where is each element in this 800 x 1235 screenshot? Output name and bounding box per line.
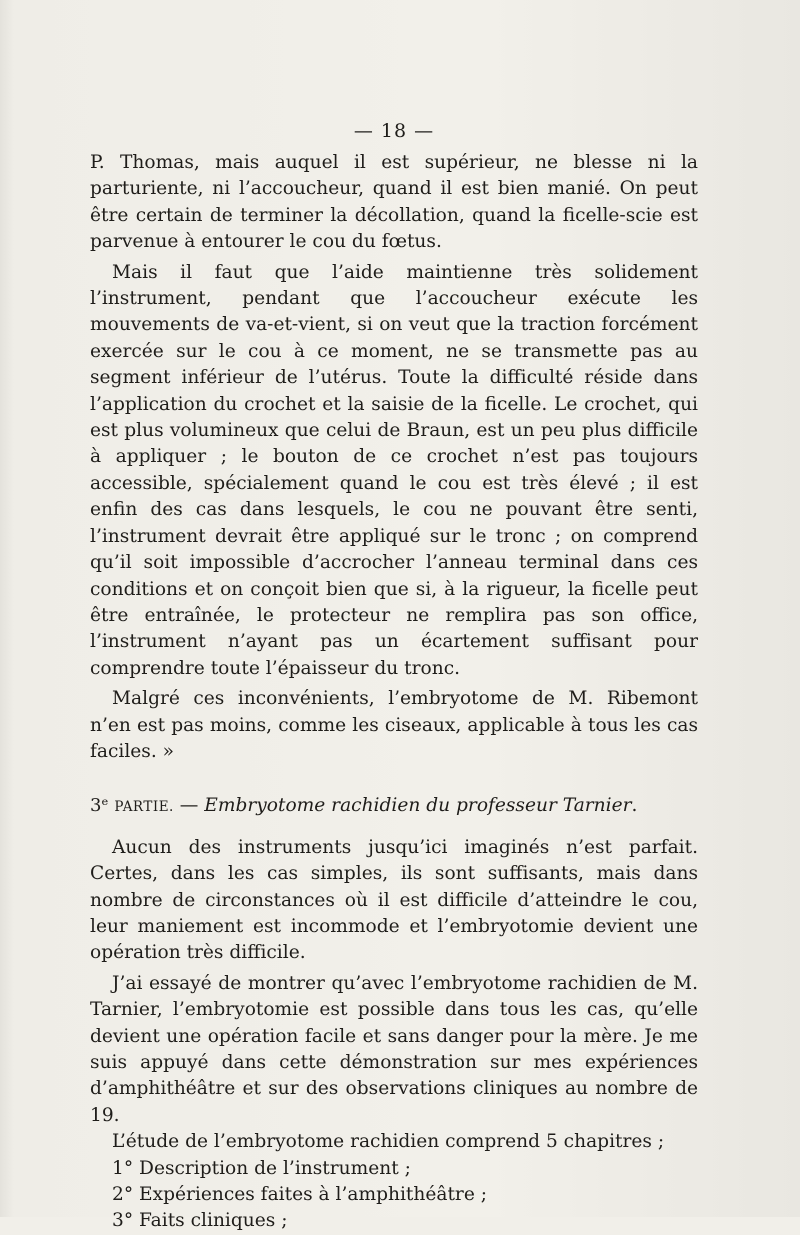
section-dash: — [173,795,205,817]
page-number: — 18 — [353,120,435,142]
chapter-item: 3° Faits cliniques ; [112,1210,288,1232]
paragraph-continuation: P. Thomas, mais auquel il est supérieur, ne blesse ni la parturiente, ni l’accoucheur, quand il est bien manié. On peut être certain de terminer la décollation, quand la ficelle-scie est parvenue à entourer le cou du fœtus. [90,152,698,253]
paragraph-aide: Mais il faut que l’aide maintienne très solidement l’instrument, pendant que l’accoucheur exécute les mouvements de va-et-vient, si on veut que la traction forcément exercée sur le cou à ce moment, ne se transmette pas au segment inférieur de l’utérus. Toute la difficulté réside dans l’application du crochet et la saisie de la ficelle. Le crochet, qui est plus volumineux que celui de Braun, est un peu plus difficile à appliquer ; le bouton de ce crochet n’est pas toujours accessible, spécialement quand le cou est très élevé ; il est enfin des cas dans lesquels, le cou ne pouvant être senti, l’instrument devrait être appliqué sur le tronc ; on comprend qu’il soit impossible d’accrocher l’anneau terminal dans ces conditions et on conçoit bien que si, à la rigueur, la ficelle peut être entraînée, le protecteur ne remplira pas son office, l’instrument n’ayant pas un écartement suffisant pour comprendre toute l’épaisseur du tronc. [90,261,698,679]
paragraph-aucun: Aucun des instruments jusqu’ici imaginés n’est parfait. Certes, dans les cas simples, ils sont suffisants, mais dans nombre de circonstances où il est difficile d’atteindre le cou, leur maniement est incommode et l’embryotomie devient une opération très difficile. [90,836,698,964]
section-heading [90,793,698,820]
chapters-intro: L’étude de l’embryotome rachidien comprend 5 chapitres ; [112,1131,665,1153]
chapter-item: 2° Expériences faites à l’amphithéâtre ; [112,1184,487,1206]
section-label: PARTIE. [114,799,174,816]
section-title: Embryotome rachidien du professeur Tarnier [204,795,632,817]
paragraph-inconvenients: Malgré ces inconvénients, l’embryotome de M. Ribemont n’en est pas moins, comme les ciseaux, applicable à tous les cas faciles. » [90,688,698,762]
paragraph-essaye: J’ai essayé de montrer qu’avec l’embryotome rachidien de M. Tarnier, l’embryotomie est possible dans tous les cas, qu’elle devient une opération facile et sans danger pour la mère. Je me suis appuyé dans cette démonstration sur mes expériences d’amphithéâtre et sur des observations cliniques au nombre de 19. [90,972,698,1126]
body-text [90,150,698,1235]
section-number: 3ᵉ [90,795,109,817]
section-title-end: . [631,795,638,817]
chapter-item: 1° Description de l’instrument ; [112,1157,411,1179]
